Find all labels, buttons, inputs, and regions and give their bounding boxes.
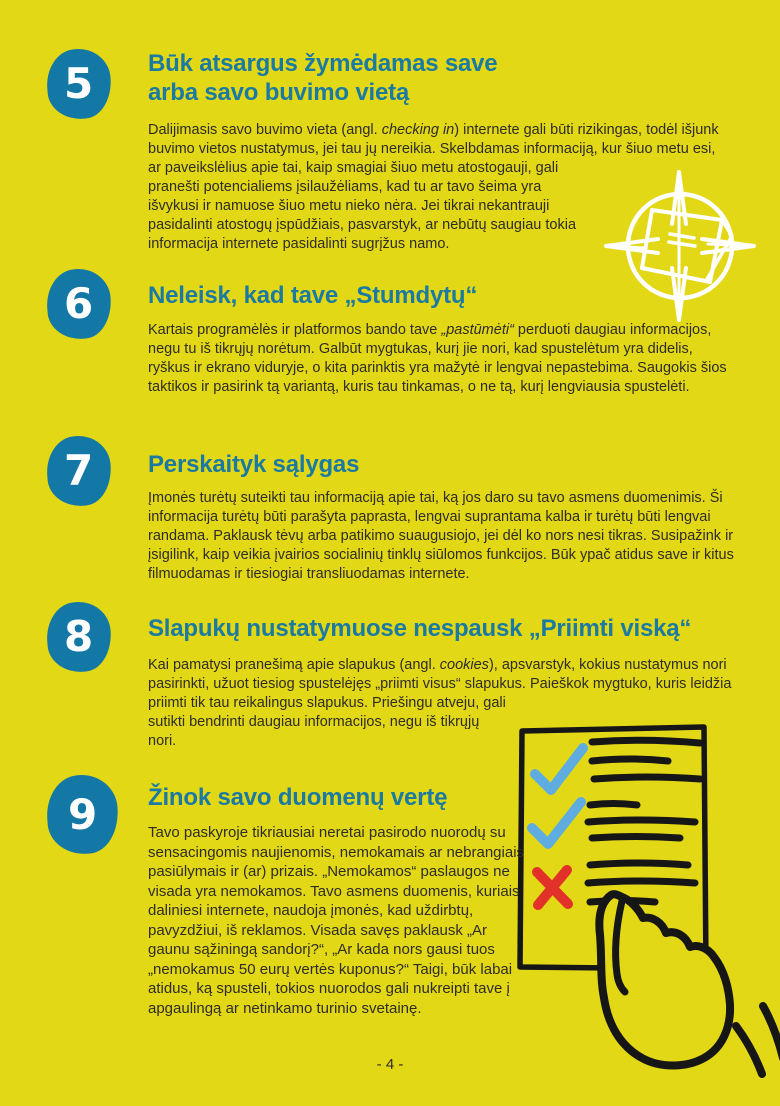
pointing-hand-icon: [599, 894, 780, 1074]
tip-8-number: 8: [64, 612, 94, 662]
tip-8-title: Slapukų nustatymuose nespausk „Priimti viską“: [148, 615, 692, 642]
check-icon: [532, 802, 581, 844]
tip-7-number: 7: [64, 446, 94, 496]
tip-6-body: Kartais programėlės ir platformos bando tave „pastūmėti“ perduoti daugiau informacijos, negu tu iš tikrųjų norėtum. Galbūt mygtukas, kurį jie nori, kad spustelėtum yra didelis, ryškus ir ekrano viduryje, o kita parinktis yra mažytė ir lengvai nepastebima. Saugokis šios taktikos ir pasirink tą variantą, kuris tau tinkamas, o ne tą, kurį lengviausia spustelėti.: [148, 322, 727, 395]
tip-7-number-badge: [44, 433, 114, 508]
tip-5-number-badge: [44, 46, 114, 121]
tip-6-title: Neleisk, kad tave „Stumdytų“: [148, 282, 478, 309]
tip-9-number-badge: [44, 772, 122, 857]
tip-6-number-badge: [44, 266, 114, 341]
tip-9-title: Žinok savo duomenų vertę: [148, 784, 448, 811]
tip-6-number: 6: [64, 279, 94, 329]
tip-7-body: Įmonės turėtų suteikti tau informaciją apie tai, ką jos daro su tavo asmens duomenimis. Ši informacija turėtų būti parašyta paprasta, lengvai suprantama kalba ir turėtų būti lengvai randama. Paklausk tėvų arba patikimo suaugusiojo, jei dėl ko nors nesi tikras. Susipažink ir įsigilink, kaip veikia įvairios socialinių tinklų siūlomos funkcijos. Būk ypač atidus save ir kitus filmuodamas ir tiesiogiai transliuodamas internete.: [148, 490, 734, 582]
tip-7-title: Perskaityk sąlygas: [148, 451, 360, 478]
tip-9-number: 9: [67, 789, 98, 839]
tip-5-number: 5: [64, 59, 94, 109]
checklist-hand-illustration: [505, 712, 780, 1097]
location-target-illustration: [598, 160, 770, 345]
cross-icon: [537, 870, 568, 905]
tip-8-number-badge: [44, 599, 114, 674]
page-number: - 4 -: [376, 1056, 404, 1073]
tip-5-body: Dalijimasis savo buvimo vieta (angl. checking in) internete gali būti rizikingas, todėl išjunk buvimo vietos nustatymus, jei tau jų nereikia. Skelbdamas informaciją, kur šiuo metu esi, ar paveikslėlius apie tai, kaip smagiai šiuo metu atostogauji, gali pranešti potencialiems įsilaužėliams, kad tu ar tavo šeima yra išvykusi ir namuose šiuo metu nieko nėra. Jei tikrai nekantrauji pasidalinti atostogų įspūdžiais, pasvarstyk, ar nebūtų saugiau tokia informacija internete pasidalinti sugrįžus namo.: [148, 121, 726, 271]
tip-8-body: Kai pamatysi pranešimą apie slapukus (angl. cookies), apsvarstyk, kokius nustatymus nori pasirinkti, užuot tiesiog spustelėjęs „priimti visus“ slapukus. Paieškok mygtuko, kuris leidžia priimti tik tau reikalingus slapukus. Priešingu atveju, gali sutikti bendrinti daugiau informacijos, negu iš tikrųjų nori.: [148, 656, 756, 824]
list-lines: [588, 740, 700, 902]
check-icon: [535, 748, 583, 790]
tip-5-title: Būk atsargus žymėdamas save arba savo buvimo vietą: [148, 50, 498, 106]
tip-9-body: Tavo paskyroje tikriausiai neretai pasirodo nuorodų su sensacingomis naujienomis, nemokamais ar nebrangiais pasiūlymais ir (ar) prizais. „Nemokamos“ paslaugos ne visada yra nemokamos. Tavo asmens duomenis, kuriais daliniesi internete, naudoja įmonės, kad uždirbtų, pavyzdžiui, iš reklamos. Visada savęs paklausk „Ar gaunu sąžiningą sandorį?“, „Ar kada nors gausi tuos „nemokamus 50 eurų vertės kuponus?“ Taigi, būk labai atidus, ką spusteli, tokios nuorodos gali nukreipti tave į apgaulingą ar netinkamo turinio svetainę.: [148, 824, 525, 1017]
